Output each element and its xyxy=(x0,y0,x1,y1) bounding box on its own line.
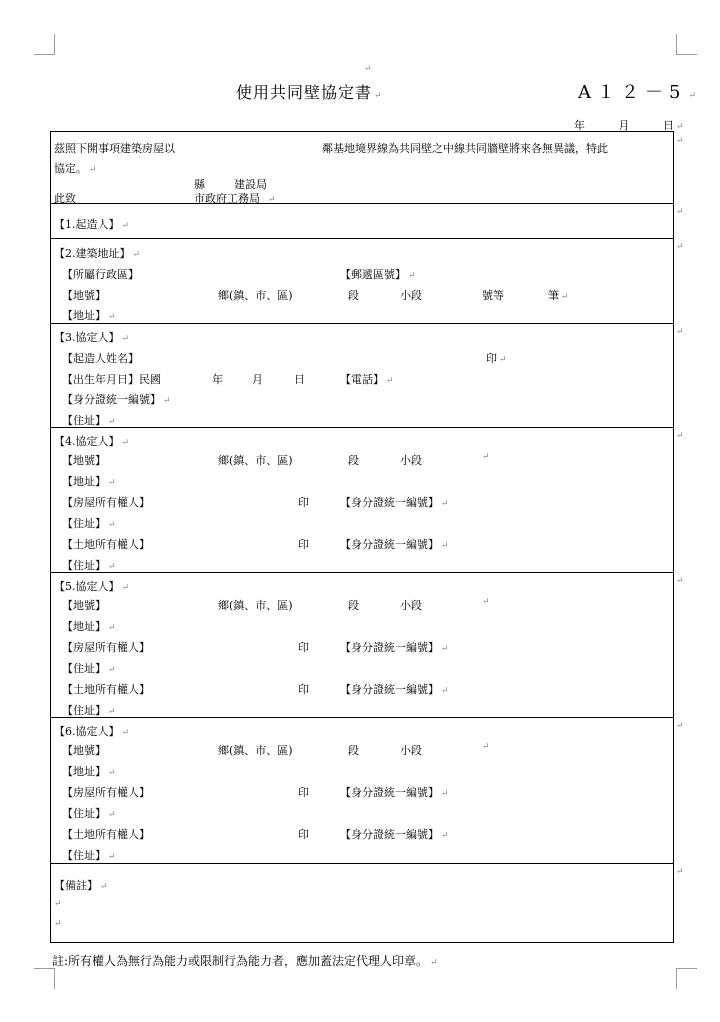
section-3-header: 【3.協定人】 ↵ xyxy=(54,331,130,344)
seal-label: 印 ↵ xyxy=(486,352,507,365)
seal-label: 印 xyxy=(298,641,309,654)
row-divider xyxy=(50,572,674,573)
intro-line-1-right: 鄰基地境界線為共同壁之中線共同牆壁將來各無異議，特此 xyxy=(322,142,608,155)
house-owner-label: 【房屋所有權人】 xyxy=(62,496,150,509)
id-number-label: 【身分證統一編號】 ↵ xyxy=(340,786,449,799)
id-number-label: 【身分證統一編號】 ↵ xyxy=(340,641,449,654)
crop-mark-top-left xyxy=(34,34,55,55)
district-label: 【所屬行政區】 xyxy=(62,268,139,281)
birth-day: 日 xyxy=(294,373,305,386)
section-1-header: 【1.起造人】 ↵ xyxy=(54,218,130,231)
address-label: 【地址】 ↵ xyxy=(62,765,116,778)
paragraph-mark: ↵ xyxy=(482,452,490,462)
subsegment-label: 小段 xyxy=(400,454,422,467)
segment-label: 段 xyxy=(348,744,359,757)
birth-date-label: 【出生年月日】民國 xyxy=(62,373,161,386)
subsegment-label: 小段 xyxy=(400,289,422,302)
paragraph-mark: ↵ xyxy=(54,899,62,909)
address-label: 【地址】 ↵ xyxy=(62,475,116,488)
land-owner-label: 【土地所有權人】 xyxy=(62,538,150,551)
lot-label: 【地號】 xyxy=(62,289,106,302)
residence-label: 【住址】 ↵ xyxy=(62,807,116,820)
remarks-header: 【備註】 ↵ xyxy=(54,879,108,892)
paragraph-mark: ↵ xyxy=(54,919,62,929)
crop-mark-bottom-left xyxy=(34,968,55,989)
id-number-label: 【身分證統一編號】 ↵ xyxy=(340,828,449,841)
date-line: 年 月 日 ↵ xyxy=(574,119,684,132)
house-owner-label: 【房屋所有權人】 xyxy=(62,641,150,654)
row-divider xyxy=(50,323,674,324)
bureau-construction: 建設局 xyxy=(234,178,267,191)
intro-line-1-left: 茲照下開事項建築房屋以 xyxy=(54,142,175,155)
row-divider xyxy=(50,717,674,718)
seal-label: 印 xyxy=(298,496,309,509)
birth-year: 年 xyxy=(212,373,223,386)
seal-label: 印 xyxy=(298,683,309,696)
addressee: 此致 xyxy=(54,192,76,205)
footnote: 註:所有權人為無行為能力或限制行為能力者，應加蓋法定代理人印章。 ↵ xyxy=(52,954,438,968)
segment-label: 段 xyxy=(348,289,359,302)
paragraph-mark: ↵ xyxy=(676,327,684,337)
paragraph-mark: ↵ xyxy=(676,721,684,731)
house-owner-label: 【房屋所有權人】 xyxy=(62,786,150,799)
parcels-label: 筆 ↵ xyxy=(548,289,569,302)
residence-label: 【住址】 ↵ xyxy=(62,849,116,862)
birth-month: 月 xyxy=(252,373,263,386)
lot-label: 【地號】 xyxy=(62,744,106,757)
seal-label: 印 xyxy=(298,538,309,551)
crop-mark-bottom-right xyxy=(676,968,697,989)
township-label: 鄉(鎮、市、區) xyxy=(218,599,293,612)
row-divider xyxy=(50,203,674,204)
section-4-header: 【4.協定人】 ↵ xyxy=(54,435,130,448)
row-divider xyxy=(50,863,674,864)
section-2-header: 【2.建築地址】 ↵ xyxy=(54,247,141,260)
section-5-header: 【5.協定人】 ↵ xyxy=(54,580,130,593)
residence-label: 【住址】 ↵ xyxy=(62,559,116,572)
address-label: 【地址】 ↵ xyxy=(62,309,116,322)
id-number-label: 【身分證統一編號】 ↵ xyxy=(340,683,449,696)
segment-label: 段 xyxy=(348,454,359,467)
number-etc-label: 號等 xyxy=(482,289,504,302)
paragraph-mark: ↵ xyxy=(676,576,684,586)
subsegment-label: 小段 xyxy=(400,599,422,612)
township-label: 鄉(鎮、市、區) xyxy=(218,744,293,757)
residence-label: 【住址】 ↵ xyxy=(62,662,116,675)
paragraph-mark: ↵ xyxy=(676,242,684,252)
segment-label: 段 xyxy=(348,599,359,612)
lot-label: 【地號】 xyxy=(62,454,106,467)
document-title: 使用共同壁協定書 ↵ xyxy=(236,83,383,102)
township-label: 鄉(鎮、市、區) xyxy=(218,454,293,467)
residence-label: 【住址】 ↵ xyxy=(62,414,116,427)
county-label: 縣 xyxy=(194,178,205,191)
bureau-public-works: 市政府工務局 ↵ xyxy=(194,192,276,205)
township-label: 鄉(鎮、市、區) xyxy=(218,289,293,302)
id-number-label: 【身分證統一編號】 ↵ xyxy=(340,538,449,551)
lot-label: 【地號】 xyxy=(62,599,106,612)
seal-label: 印 xyxy=(298,786,309,799)
form-code: A１２－5 ↵ xyxy=(578,82,702,103)
paragraph-mark: ↵ xyxy=(676,431,684,441)
paragraph-mark: ↵ xyxy=(482,742,490,752)
subsegment-label: 小段 xyxy=(400,744,422,757)
paragraph-mark: ↵ xyxy=(364,64,372,74)
row-divider xyxy=(50,238,674,239)
intro-line-2: 協定。 ↵ xyxy=(54,162,97,175)
postal-code-label: 【郵遞區號】 ↵ xyxy=(340,268,416,281)
paragraph-mark: ↵ xyxy=(676,136,684,146)
address-label: 【地址】 ↵ xyxy=(62,620,116,633)
section-6-header: 【6.協定人】 ↵ xyxy=(54,725,130,738)
crop-mark-top-right xyxy=(676,34,697,55)
land-owner-label: 【土地所有權人】 xyxy=(62,828,150,841)
row-divider xyxy=(50,427,674,428)
phone-label: 【電話】 ↵ xyxy=(340,373,394,386)
builder-name-label: 【起造人姓名】 xyxy=(62,352,139,365)
residence-label: 【住址】 ↵ xyxy=(62,517,116,530)
paragraph-mark: ↵ xyxy=(482,597,490,607)
paragraph-mark: ↵ xyxy=(676,867,684,877)
id-number-label: 【身分證統一編號】 ↵ xyxy=(62,393,171,406)
paragraph-mark: ↵ xyxy=(676,207,684,217)
seal-label: 印 xyxy=(298,828,309,841)
residence-label: 【住址】 ↵ xyxy=(62,704,116,717)
land-owner-label: 【土地所有權人】 xyxy=(62,683,150,696)
id-number-label: 【身分證統一編號】 ↵ xyxy=(340,496,449,509)
